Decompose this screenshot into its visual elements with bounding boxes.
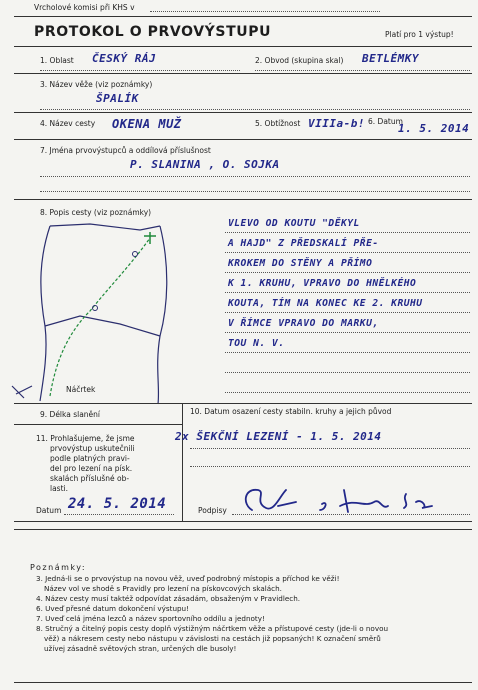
declaration-line-2: prvovýstup uskutečnili (50, 444, 135, 453)
description-rule-7 (225, 352, 470, 353)
description-rule-9 (225, 392, 470, 393)
row7-rule (14, 199, 472, 200)
tower-line (40, 109, 470, 110)
note-item: věž) a nákresem cesty nebo nástupu v závislosti na cestách již popsaných! K označení směrů (44, 634, 381, 643)
tower-top (50, 224, 160, 230)
signature-3 (340, 490, 388, 512)
description-rule-2 (225, 252, 470, 253)
page-title: PROTOKOL O PRVOVÝSTUPU (34, 24, 272, 40)
declaration-date-label: Datum (36, 506, 62, 515)
declaration-date-value: 24. 5. 2014 (68, 496, 167, 512)
commission-label: Vrcholové komisi při KHS v (34, 3, 135, 12)
district-value: BETLÉMKY (362, 52, 419, 65)
row11-rule (14, 521, 472, 522)
note-item: užívej zásadně světových stran, určených dle busoly! (44, 644, 237, 653)
rings-value: 2x ŠEKČNÍ LEZENÍ - 1. 5. 2014 (175, 430, 382, 443)
note-item: Název vol ve shodě s Pravidly pro lezení na pískovcových skalách. (44, 584, 282, 593)
declaration-line-5: skalách příslušné ob- (50, 474, 130, 483)
tower-value: ŠPALÍK (96, 92, 139, 105)
scribble-left (12, 386, 32, 398)
route-line (50, 238, 150, 396)
area-label: 1. Oblast (40, 56, 74, 65)
description-rule-6 (225, 332, 470, 333)
row9-rule (14, 424, 182, 425)
description-line-7: TOU N. V. (228, 338, 285, 349)
description-rule-1 (225, 232, 470, 233)
district-line (255, 70, 470, 71)
description-rule-3 (225, 272, 470, 273)
declaration-line-4: del pro lezení na písk. (50, 464, 133, 473)
tower-outline-left (40, 226, 50, 401)
tower-outline-right (158, 226, 167, 404)
signatures-label: Podpisy (198, 506, 227, 515)
note-item: 6. Uveď přesné datum dokončení výstupu! (36, 604, 189, 613)
declaration-line-6: lasti. (50, 484, 68, 493)
rappel-label: 9. Délka slanění (40, 410, 100, 419)
climbers-line-1 (40, 176, 470, 177)
rings-label: 10. Datum osazení cesty stabiln. kruhy a jejich původ (190, 407, 392, 416)
description-rule-5 (225, 312, 470, 313)
description-line-3: KROKEM DO STĚNY A PŘÍMO (228, 258, 373, 269)
notes-top-rule (14, 529, 472, 530)
signature-2 (320, 503, 326, 510)
signatures-drawing (236, 480, 456, 520)
tower-label: 3. Název věže (viz poznámky) (40, 80, 153, 89)
climbers-value: P. SLANINA , O. SOJKA (130, 158, 280, 171)
area-value: ČESKÝ RÁJ (92, 52, 157, 65)
difficulty-value: VIIIa-b! (308, 117, 365, 130)
header-top-rule (14, 16, 472, 17)
tower-sketch (10, 216, 220, 406)
description-line-6: V ŘÍMCE VPRAVO DO MARKU, (228, 318, 379, 329)
row1-rule (14, 73, 472, 74)
header-bottom-rule (14, 46, 472, 47)
description-line-2: A HAJD" Z PŘEDSKALÍ PŘE- (228, 238, 379, 249)
signature-1 (246, 490, 296, 510)
description-label: 8. Popis cesty (viz poznámky) (40, 208, 152, 217)
signature-4 (404, 494, 432, 508)
declaration-line-3: podle platných pravi- (50, 454, 130, 463)
climbers-line-2 (40, 191, 470, 192)
notes-heading: Poznámky: (30, 563, 87, 572)
date-value: 1. 5. 2014 (398, 122, 470, 135)
notes-list (36, 574, 388, 654)
row4-rule (14, 139, 472, 140)
description-line-1: VLEVO OD KOUTU "DĚKYL (228, 218, 360, 229)
description-rule-8 (225, 372, 470, 373)
note-item: 4. Název cesty musí taktéž odpovídat zásadám, obsaženým v Pravidlech. (36, 594, 301, 603)
column-divider (182, 403, 183, 521)
ring-2 (133, 252, 138, 257)
commission-line (150, 11, 380, 12)
route-name-label: 4. Název cesty (40, 119, 96, 128)
row3-rule (14, 112, 472, 113)
note-item: 3. Jedná-li se o prvovýstup na novou věž, uveď podrobný místopis a příchod ke věži! (36, 574, 340, 583)
description-line-4: K 1. KRUHU, VPRAVO DO HNĚLKÉHO (228, 278, 417, 289)
row8-rule (14, 403, 472, 404)
note-item: 7. Uveď celá jména lezců a název sportovního oddílu a jednoty! (36, 614, 265, 623)
notes-bottom-rule (14, 682, 472, 683)
area-line (40, 70, 240, 71)
declaration-date-line (64, 514, 174, 515)
climbers-label: 7. Jména prvovýstupců a oddílová příslušnost (40, 146, 211, 155)
sketch-label: Náčrtek (66, 385, 96, 394)
rings-line-2 (190, 466, 470, 467)
description-rule-4 (225, 292, 470, 293)
district-label: 2. Obvod (skupina skal) (255, 56, 344, 65)
tower-ledge (45, 316, 160, 336)
summit-cross (144, 232, 156, 244)
note-item: 8. Stručný a čitelný popis cesty doplň výstižným náčrtkem věže a přístupové cesty (jde-li o novou (36, 624, 389, 633)
ring-1 (93, 306, 98, 311)
validity-note: Platí pro 1 výstup! (385, 30, 454, 39)
rings-line-1 (190, 448, 470, 449)
declaration-line-1: 11. Prohlašujeme, že jsme (36, 434, 135, 443)
date-label: 6. Datum (368, 117, 403, 126)
difficulty-label: 5. Obtížnost (255, 119, 301, 128)
route-name-value: OKENA MUŽ (112, 117, 182, 131)
description-line-5: KOUTA, TÍM NA KONEC KE 2. KRUHU (228, 298, 423, 309)
